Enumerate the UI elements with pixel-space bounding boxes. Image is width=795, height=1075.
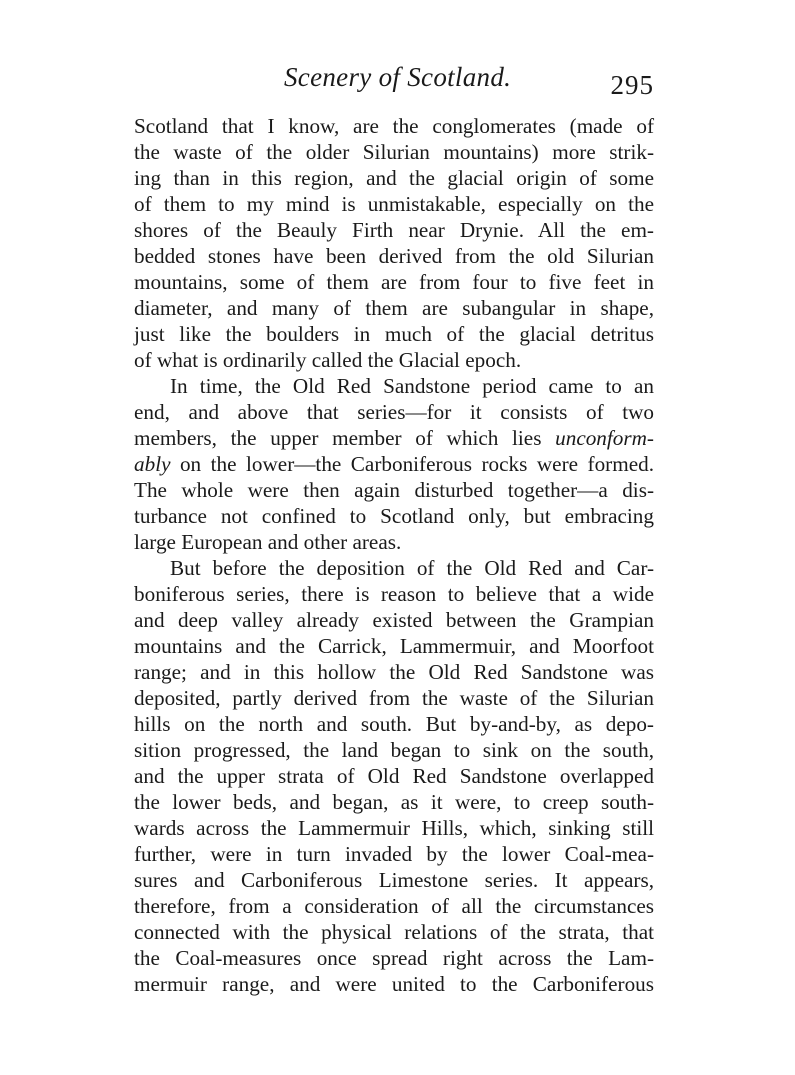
text-line: mountains and the Carrick, Lammermuir, and Moorfoot — [134, 634, 654, 658]
text-line: Scotland that I know, are the conglomerates (made of — [134, 114, 654, 138]
text-line: But before the deposition of the Old Red and Car- — [170, 556, 654, 580]
running-title: Scenery of Scotland. — [284, 62, 512, 92]
text-line: large European and other areas. — [134, 530, 402, 554]
text-line: the lower beds, and began, as it were, to creep south- — [134, 790, 654, 814]
text-line — [134, 425, 654, 451]
text-line: wards across the Lammermuir Hills, which, sinking still — [134, 816, 654, 840]
text-line: In time, the Old Red Sandstone period came to an — [170, 374, 654, 398]
text-line: bedded stones have been derived from the old Silurian — [134, 244, 654, 268]
text-line: just like the boulders in much of the glacial detritus — [134, 322, 654, 346]
page-number: 295 — [610, 70, 654, 100]
text-line: the Coal-measures once spread right across the Lam- — [134, 946, 654, 970]
text-line: shores of the Beauly Firth near Drynie. All the em- — [134, 218, 654, 242]
text-line: deposited, partly derived from the waste of the Silurian — [134, 686, 654, 710]
text-fragment: on the lower—the Carboniferous rocks were formed. — [170, 452, 654, 476]
text-line — [134, 451, 654, 477]
text-line: therefore, from a consideration of all the circumstances — [134, 894, 654, 918]
text-line: further, were in turn invaded by the lower Coal-mea- — [134, 842, 654, 866]
text-line: diameter, and many of them are subangular in shape, — [134, 296, 654, 320]
text-line: of what is ordinarily called the Glacial epoch. — [134, 348, 522, 372]
text-line: of them to my mind is unmistakable, especially on the — [134, 192, 654, 216]
text-line: sures and Carboniferous Limestone series. It appears, — [134, 868, 654, 892]
text-line: hills on the north and south. But by-and-by, as depo- — [134, 712, 654, 736]
italic-fragment: ably — [134, 452, 171, 476]
text-line: and deep valley already existed between the Grampian — [134, 608, 654, 632]
running-head — [134, 62, 654, 102]
text-line: mountains, some of them are from four to five feet in — [134, 270, 654, 294]
body-text — [134, 113, 654, 997]
text-line: mermuir range, and were united to the Carboniferous — [134, 972, 654, 996]
text-line: range; and in this hollow the Old Red Sandstone was — [134, 660, 654, 684]
text-line: and the upper strata of Old Red Sandstone overlapped — [134, 764, 654, 788]
text-line: the waste of the older Silurian mountains) more strik- — [134, 140, 654, 164]
text-line: The whole were then again disturbed together—a dis- — [134, 478, 654, 502]
text-line: sition progressed, the land began to sink on the south, — [134, 738, 654, 762]
text-fragment: members, the upper member of which lies — [134, 426, 556, 450]
text-line: end, and above that series—for it consists of two — [134, 400, 654, 424]
text-line: turbance not confined to Scotland only, but embracing — [134, 504, 654, 528]
text-line: ing than in this region, and the glacial origin of some — [134, 166, 654, 190]
text-line: connected with the physical relations of the strata, that — [134, 920, 654, 944]
italic-fragment: unconform- — [555, 426, 654, 450]
text-line: boniferous series, there is reason to believe that a wide — [134, 582, 654, 606]
